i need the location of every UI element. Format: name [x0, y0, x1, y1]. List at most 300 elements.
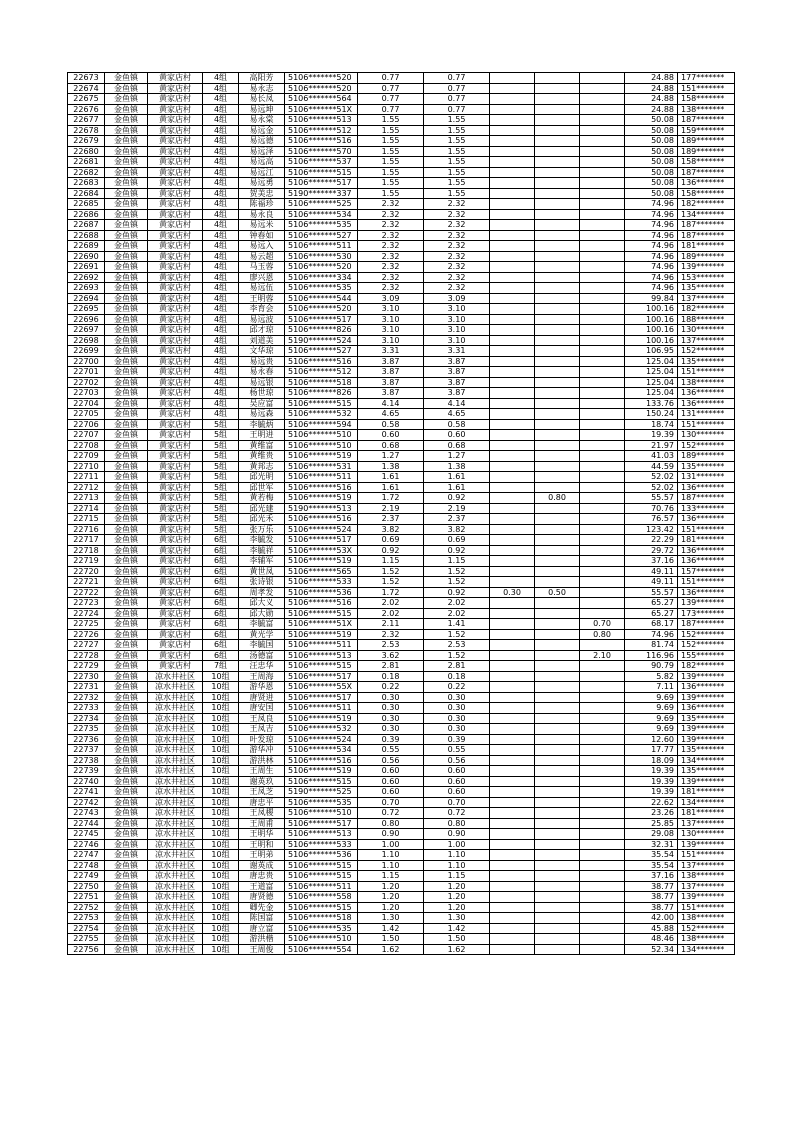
group-cell: 4组	[203, 388, 239, 399]
area-1-cell: 3.82	[424, 524, 490, 535]
area-3-cell	[535, 125, 580, 136]
area-2-cell	[490, 640, 535, 651]
row-number: 22753	[68, 913, 105, 924]
village-cell: 黄家店村	[148, 524, 203, 535]
row-number: 22704	[68, 398, 105, 409]
name-cell: 李毓国	[239, 640, 285, 651]
row-number: 22739	[68, 766, 105, 777]
village-cell: 黄家店村	[148, 577, 203, 588]
area-4-cell	[580, 808, 625, 819]
area-4-cell: 2.10	[580, 650, 625, 661]
area-1-cell: 0.72	[424, 808, 490, 819]
table-row	[68, 829, 735, 840]
row-number: 22683	[68, 178, 105, 189]
table-row	[68, 325, 735, 336]
row-number: 22687	[68, 220, 105, 231]
area-2-cell	[490, 325, 535, 336]
table-row	[68, 839, 735, 850]
table-row	[68, 251, 735, 262]
area-4-cell	[580, 787, 625, 798]
area-total-cell: 4.14	[358, 398, 424, 409]
area-total-cell: 4.65	[358, 409, 424, 420]
name-cell: 王明和	[239, 839, 285, 850]
id-number-cell: 5106*******515	[285, 776, 358, 787]
village-cell: 黄家店村	[148, 325, 203, 336]
group-cell: 4组	[203, 115, 239, 126]
group-cell: 4组	[203, 409, 239, 420]
group-cell: 10组	[203, 829, 239, 840]
area-2-cell	[490, 713, 535, 724]
area-3-cell	[535, 713, 580, 724]
area-1-cell: 2.81	[424, 661, 490, 672]
name-cell: 钟春如	[239, 230, 285, 241]
area-2-cell	[490, 419, 535, 430]
town-cell: 金鱼镇	[105, 661, 148, 672]
amount-cell: 29.72	[625, 545, 678, 556]
area-2-cell	[490, 545, 535, 556]
id-number-cell: 5106*******535	[285, 797, 358, 808]
area-3-cell	[535, 314, 580, 325]
name-cell: 李毓祥	[239, 545, 285, 556]
group-cell: 10组	[203, 881, 239, 892]
table-row	[68, 146, 735, 157]
phone-cell: 137*******	[678, 293, 735, 304]
id-number-cell: 5106*******535	[285, 283, 358, 294]
town-cell: 金鱼镇	[105, 524, 148, 535]
id-number-cell: 5106*******512	[285, 125, 358, 136]
group-cell: 4组	[203, 293, 239, 304]
row-number: 22756	[68, 944, 105, 955]
amount-cell: 50.08	[625, 146, 678, 157]
area-4-cell	[580, 199, 625, 210]
id-number-cell: 5106*******516	[285, 482, 358, 493]
id-number-cell: 5106*******531	[285, 461, 358, 472]
area-1-cell: 3.87	[424, 367, 490, 378]
name-cell: 王凤稷	[239, 808, 285, 819]
area-total-cell: 0.60	[358, 430, 424, 441]
name-cell: 邱光禾	[239, 514, 285, 525]
town-cell: 金鱼镇	[105, 157, 148, 168]
amount-cell: 25.85	[625, 818, 678, 829]
area-4-cell	[580, 535, 625, 546]
phone-cell: 187*******	[678, 493, 735, 504]
name-cell: 黄维富	[239, 440, 285, 451]
table-row	[68, 734, 735, 745]
area-total-cell: 1.55	[358, 188, 424, 199]
id-number-cell: 5106*******510	[285, 430, 358, 441]
group-cell: 4组	[203, 272, 239, 283]
name-cell: 贺美忠	[239, 188, 285, 199]
area-2-cell	[490, 598, 535, 609]
table-row	[68, 482, 735, 493]
row-number: 22678	[68, 125, 105, 136]
area-total-cell: 0.30	[358, 713, 424, 724]
id-number-cell: 5106*******524	[285, 734, 358, 745]
amount-cell: 32.31	[625, 839, 678, 850]
area-4-cell	[580, 640, 625, 651]
area-1-cell: 2.32	[424, 283, 490, 294]
table-row	[68, 367, 735, 378]
id-number-cell: 5106*******520	[285, 262, 358, 273]
amount-cell: 55.57	[625, 493, 678, 504]
area-total-cell: 1.20	[358, 881, 424, 892]
area-2-cell	[490, 818, 535, 829]
area-4-cell	[580, 241, 625, 252]
row-number: 22694	[68, 293, 105, 304]
phone-cell: 139*******	[678, 598, 735, 609]
id-number-cell: 5106*******524	[285, 524, 358, 535]
area-total-cell: 0.77	[358, 73, 424, 84]
row-number: 22708	[68, 440, 105, 451]
area-2-cell	[490, 577, 535, 588]
name-cell: 杨世琼	[239, 388, 285, 399]
area-3-cell	[535, 188, 580, 199]
area-2-cell	[490, 472, 535, 483]
area-3-cell	[535, 94, 580, 105]
area-1-cell: 1.38	[424, 461, 490, 472]
area-2-cell	[490, 850, 535, 861]
area-1-cell: 4.14	[424, 398, 490, 409]
town-cell: 金鱼镇	[105, 304, 148, 315]
town-cell: 金鱼镇	[105, 881, 148, 892]
area-2-cell	[490, 524, 535, 535]
name-cell: 黄邦志	[239, 461, 285, 472]
phone-cell: 134*******	[678, 755, 735, 766]
area-1-cell: 1.00	[424, 839, 490, 850]
area-total-cell: 2.32	[358, 209, 424, 220]
row-number: 22723	[68, 598, 105, 609]
group-cell: 6组	[203, 650, 239, 661]
table-row	[68, 629, 735, 640]
phone-cell: 134*******	[678, 209, 735, 220]
area-4-cell	[580, 377, 625, 388]
area-1-cell: 0.30	[424, 703, 490, 714]
table-row	[68, 703, 735, 714]
area-4-cell	[580, 556, 625, 567]
area-2-cell	[490, 262, 535, 273]
amount-cell: 74.96	[625, 262, 678, 273]
row-number: 22750	[68, 881, 105, 892]
table-row	[68, 178, 735, 189]
area-4-cell	[580, 335, 625, 346]
phone-cell: 151*******	[678, 850, 735, 861]
area-1-cell: 1.20	[424, 892, 490, 903]
table-row	[68, 388, 735, 399]
area-1-cell: 1.20	[424, 881, 490, 892]
row-number: 22734	[68, 713, 105, 724]
area-1-cell: 3.87	[424, 377, 490, 388]
area-total-cell: 3.62	[358, 650, 424, 661]
town-cell: 金鱼镇	[105, 608, 148, 619]
area-total-cell: 2.32	[358, 220, 424, 231]
id-number-cell: 5106*******517	[285, 314, 358, 325]
town-cell: 金鱼镇	[105, 482, 148, 493]
table-row	[68, 167, 735, 178]
area-3-cell	[535, 934, 580, 945]
area-4-cell	[580, 608, 625, 619]
area-1-cell: 2.53	[424, 640, 490, 651]
area-2-cell	[490, 913, 535, 924]
name-cell: 王周俊	[239, 944, 285, 955]
village-cell: 凉水井社区	[148, 818, 203, 829]
area-2-cell	[490, 346, 535, 357]
area-2-cell	[490, 283, 535, 294]
phone-cell: 139*******	[678, 734, 735, 745]
area-3-cell	[535, 524, 580, 535]
amount-cell: 100.16	[625, 335, 678, 346]
area-1-cell: 1.10	[424, 860, 490, 871]
row-number: 22679	[68, 136, 105, 147]
name-cell: 易远高	[239, 157, 285, 168]
name-cell: 汪忠华	[239, 661, 285, 672]
area-3-cell	[535, 755, 580, 766]
area-2-cell	[490, 73, 535, 84]
area-total-cell: 1.55	[358, 157, 424, 168]
phone-cell: 152*******	[678, 629, 735, 640]
village-cell: 黄家店村	[148, 430, 203, 441]
village-cell: 凉水井社区	[148, 871, 203, 882]
area-2-cell	[490, 409, 535, 420]
area-4-cell	[580, 566, 625, 577]
area-2-cell	[490, 440, 535, 451]
phone-cell: 182*******	[678, 199, 735, 210]
area-4-cell	[580, 367, 625, 378]
table-row	[68, 850, 735, 861]
table-row	[68, 566, 735, 577]
amount-cell: 19.39	[625, 430, 678, 441]
area-3-cell	[535, 871, 580, 882]
row-number: 22691	[68, 262, 105, 273]
row-number: 22718	[68, 545, 105, 556]
phone-cell: 189*******	[678, 146, 735, 157]
area-4-cell	[580, 304, 625, 315]
amount-cell: 19.39	[625, 776, 678, 787]
row-number: 22731	[68, 682, 105, 693]
village-cell: 凉水井社区	[148, 713, 203, 724]
area-total-cell: 1.42	[358, 923, 424, 934]
amount-cell: 74.96	[625, 199, 678, 210]
amount-cell: 150.24	[625, 409, 678, 420]
row-number: 22747	[68, 850, 105, 861]
amount-cell: 18.09	[625, 755, 678, 766]
phone-cell: 130*******	[678, 325, 735, 336]
id-number-cell: 5190*******337	[285, 188, 358, 199]
table-row	[68, 73, 735, 84]
amount-cell: 74.96	[625, 272, 678, 283]
area-1-cell: 1.41	[424, 619, 490, 630]
area-3-cell	[535, 692, 580, 703]
table-row	[68, 619, 735, 630]
table-row	[68, 724, 735, 735]
id-number-cell: 5106*******537	[285, 157, 358, 168]
group-cell: 4组	[203, 251, 239, 262]
area-2-cell	[490, 451, 535, 462]
name-cell: 邱大义	[239, 598, 285, 609]
table-row	[68, 766, 735, 777]
name-cell: 唐忠贵	[239, 871, 285, 882]
amount-cell: 125.04	[625, 367, 678, 378]
town-cell: 金鱼镇	[105, 692, 148, 703]
table-row	[68, 335, 735, 346]
area-4-cell	[580, 461, 625, 472]
village-cell: 黄家店村	[148, 283, 203, 294]
area-2-cell	[490, 293, 535, 304]
town-cell: 金鱼镇	[105, 83, 148, 94]
area-4-cell	[580, 251, 625, 262]
name-cell: 易远德	[239, 136, 285, 147]
table-row	[68, 104, 735, 115]
group-cell: 10组	[203, 808, 239, 819]
area-4-cell	[580, 325, 625, 336]
name-cell: 谢英成	[239, 860, 285, 871]
phone-cell: 136*******	[678, 682, 735, 693]
name-cell: 易永棠	[239, 115, 285, 126]
area-total-cell: 0.92	[358, 545, 424, 556]
area-3-cell	[535, 839, 580, 850]
area-2-cell	[490, 115, 535, 126]
id-number-cell: 5106*******536	[285, 850, 358, 861]
amount-cell: 29.08	[625, 829, 678, 840]
area-total-cell: 2.37	[358, 514, 424, 525]
table-row	[68, 514, 735, 525]
village-cell: 黄家店村	[148, 503, 203, 514]
amount-cell: 12.60	[625, 734, 678, 745]
name-cell: 游洪楷	[239, 934, 285, 945]
amount-cell: 74.96	[625, 241, 678, 252]
area-4-cell: 0.80	[580, 629, 625, 640]
table-row	[68, 377, 735, 388]
area-4-cell	[580, 115, 625, 126]
area-4-cell	[580, 724, 625, 735]
area-4-cell	[580, 125, 625, 136]
group-cell: 5组	[203, 524, 239, 535]
table-row	[68, 860, 735, 871]
town-cell: 金鱼镇	[105, 734, 148, 745]
table-row	[68, 472, 735, 483]
amount-cell: 50.08	[625, 157, 678, 168]
area-1-cell: 1.15	[424, 871, 490, 882]
area-3-cell	[535, 556, 580, 567]
village-cell: 黄家店村	[148, 440, 203, 451]
phone-cell: 152*******	[678, 346, 735, 357]
name-cell: 周孝发	[239, 587, 285, 598]
amount-cell: 74.96	[625, 629, 678, 640]
phone-cell: 189*******	[678, 136, 735, 147]
name-cell: 黄世凤	[239, 566, 285, 577]
area-total-cell: 0.80	[358, 818, 424, 829]
area-1-cell: 2.32	[424, 251, 490, 262]
town-cell: 金鱼镇	[105, 934, 148, 945]
village-cell: 黄家店村	[148, 535, 203, 546]
area-4-cell	[580, 902, 625, 913]
area-2-cell	[490, 167, 535, 178]
phone-cell: 135*******	[678, 745, 735, 756]
area-2-cell	[490, 787, 535, 798]
area-total-cell: 0.68	[358, 440, 424, 451]
amount-cell: 37.16	[625, 556, 678, 567]
group-cell: 10组	[203, 776, 239, 787]
group-cell: 5组	[203, 493, 239, 504]
area-4-cell	[580, 388, 625, 399]
table-row	[68, 283, 735, 294]
area-4-cell	[580, 577, 625, 588]
amount-cell: 23.26	[625, 808, 678, 819]
area-3-cell	[535, 377, 580, 388]
row-number: 22701	[68, 367, 105, 378]
amount-cell: 9.69	[625, 713, 678, 724]
phone-cell: 182*******	[678, 304, 735, 315]
area-3-cell	[535, 304, 580, 315]
area-2-cell	[490, 314, 535, 325]
group-cell: 5组	[203, 419, 239, 430]
village-cell: 黄家店村	[148, 640, 203, 651]
group-cell: 10组	[203, 934, 239, 945]
area-total-cell: 2.81	[358, 661, 424, 672]
group-cell: 5组	[203, 482, 239, 493]
row-number: 22725	[68, 619, 105, 630]
row-number: 22724	[68, 608, 105, 619]
phone-cell: 151*******	[678, 367, 735, 378]
table-row	[68, 944, 735, 955]
village-cell: 凉水井社区	[148, 913, 203, 924]
name-cell: 卿先金	[239, 902, 285, 913]
table-row	[68, 545, 735, 556]
amount-cell: 41.03	[625, 451, 678, 462]
area-4-cell	[580, 482, 625, 493]
area-1-cell: 1.61	[424, 482, 490, 493]
phone-cell: 139*******	[678, 671, 735, 682]
area-2-cell	[490, 398, 535, 409]
area-2-cell	[490, 892, 535, 903]
id-number-cell: 5106*******517	[285, 818, 358, 829]
area-total-cell: 2.53	[358, 640, 424, 651]
area-4-cell	[580, 83, 625, 94]
id-number-cell: 5106*******511	[285, 472, 358, 483]
village-cell: 黄家店村	[148, 367, 203, 378]
row-number: 22712	[68, 482, 105, 493]
row-number: 22684	[68, 188, 105, 199]
area-2-cell	[490, 944, 535, 955]
town-cell: 金鱼镇	[105, 535, 148, 546]
village-cell: 黄家店村	[148, 451, 203, 462]
area-2-cell	[490, 94, 535, 105]
town-cell: 金鱼镇	[105, 472, 148, 483]
amount-cell: 133.76	[625, 398, 678, 409]
area-2-cell	[490, 671, 535, 682]
name-cell: 文华琼	[239, 346, 285, 357]
row-number: 22707	[68, 430, 105, 441]
area-3-cell	[535, 734, 580, 745]
name-cell: 王周海	[239, 671, 285, 682]
name-cell: 唐贤进	[239, 692, 285, 703]
name-cell: 马玉蓉	[239, 262, 285, 273]
town-cell: 金鱼镇	[105, 818, 148, 829]
village-cell: 黄家店村	[148, 125, 203, 136]
village-cell: 黄家店村	[148, 493, 203, 504]
area-2-cell	[490, 104, 535, 115]
town-cell: 金鱼镇	[105, 808, 148, 819]
village-cell: 凉水井社区	[148, 944, 203, 955]
village-cell: 黄家店村	[148, 230, 203, 241]
village-cell: 黄家店村	[148, 146, 203, 157]
amount-cell: 45.88	[625, 923, 678, 934]
group-cell: 4组	[203, 83, 239, 94]
id-number-cell: 5106*******510	[285, 808, 358, 819]
table-row	[68, 356, 735, 367]
id-number-cell: 5106*******534	[285, 209, 358, 220]
table-row	[68, 682, 735, 693]
id-number-cell: 5106*******519	[285, 556, 358, 567]
